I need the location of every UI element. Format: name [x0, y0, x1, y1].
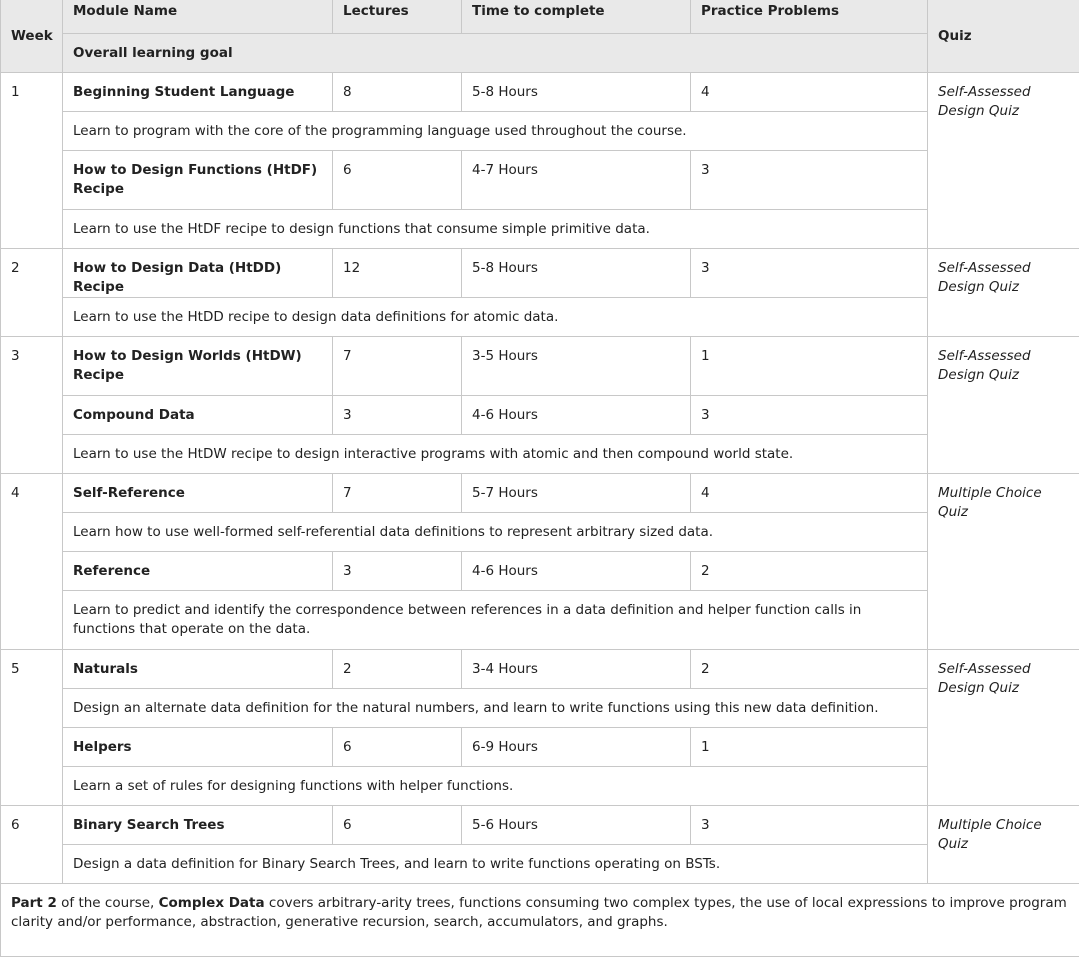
goal-row: [1, 767, 1079, 806]
goal-row: [1, 513, 1079, 552]
module-name: How to Design Worlds (HtDW) Recipe: [63, 337, 333, 396]
practice: 3: [691, 806, 928, 845]
practice: 1: [691, 728, 928, 767]
time: 4-6 Hours: [462, 396, 691, 435]
time: 3-4 Hours: [462, 650, 691, 689]
learning-goal: Learn to use the HtDF recipe to design functions that consume simple primitive data.: [63, 210, 928, 249]
goal-row: [1, 112, 1079, 151]
learning-goal: Learn a set of rules for designing functions with helper functions.: [63, 767, 928, 806]
footer-row: [1, 884, 1079, 957]
module-row: [1, 249, 1079, 298]
practice: 4: [691, 73, 928, 112]
module-row: [1, 396, 1079, 435]
lectures: 12: [333, 249, 462, 298]
quiz: Self-Assessed Design Quiz: [928, 249, 1079, 337]
week-number: 3: [1, 337, 63, 474]
quiz: Multiple Choice Quiz: [928, 806, 1079, 884]
module-row: [1, 552, 1079, 591]
footer-text-2: covers arbitrary-arity trees, functions consuming two complex types, the use of local expressions to improve program clarity and/or performance, abstraction, generative recursion, search, accumulators, and graphs.: [11, 895, 1067, 930]
module-row: [1, 474, 1079, 513]
week-number: 6: [1, 806, 63, 884]
time: 5-6 Hours: [462, 806, 691, 845]
module-row: [1, 806, 1079, 845]
lectures: 7: [333, 474, 462, 513]
header-practice: Practice Problems: [691, 0, 928, 34]
practice: 4: [691, 474, 928, 513]
lectures: 6: [333, 806, 462, 845]
quiz: Self-Assessed Design Quiz: [928, 650, 1079, 806]
module-name: Beginning Student Language: [63, 73, 333, 112]
module-row: [1, 337, 1079, 396]
header-lectures: Lectures: [333, 0, 462, 34]
goal-row: [1, 689, 1079, 728]
time: 5-7 Hours: [462, 474, 691, 513]
time: 5-8 Hours: [462, 73, 691, 112]
module-row: [1, 73, 1079, 112]
module-name: Binary Search Trees: [63, 806, 333, 845]
module-name: How to Design Data (HtDD) Recipe: [63, 249, 333, 298]
module-row: [1, 650, 1079, 689]
practice: 3: [691, 249, 928, 298]
header-time: Time to complete: [462, 0, 691, 34]
lectures: 6: [333, 151, 462, 210]
lectures: 7: [333, 337, 462, 396]
goal-row: [1, 591, 1079, 650]
goal-row: [1, 298, 1079, 337]
lectures: 8: [333, 73, 462, 112]
learning-goal: Learn to program with the core of the programming language used throughout the course.: [63, 112, 928, 151]
goal-row: [1, 210, 1079, 249]
learning-goal: Learn to predict and identify the correspondence between references in a data definition and helper function calls in functions that operate on the data.: [63, 591, 928, 650]
learning-goal: Learn to use the HtDW recipe to design interactive programs with atomic and then compound world state.: [63, 435, 928, 474]
week-number: 4: [1, 474, 63, 650]
time: 4-6 Hours: [462, 552, 691, 591]
header-goal: Overall learning goal: [63, 34, 928, 73]
learning-goal: Design an alternate data definition for the natural numbers, and learn to write functions using this new data definition.: [63, 689, 928, 728]
week-number: 1: [1, 73, 63, 249]
practice: 3: [691, 396, 928, 435]
header-week: Week: [1, 0, 63, 73]
week-number: 5: [1, 650, 63, 806]
practice: 2: [691, 552, 928, 591]
learning-goal: Learn how to use well-formed self-referential data definitions to represent arbitrary sized data.: [63, 513, 928, 552]
time: 6-9 Hours: [462, 728, 691, 767]
learning-goal: Learn to use the HtDD recipe to design data definitions for atomic data.: [63, 298, 928, 337]
quiz: Self-Assessed Design Quiz: [928, 337, 1079, 474]
module-name: How to Design Functions (HtDF) Recipe: [63, 151, 333, 210]
goal-row: [1, 845, 1079, 884]
module-row: [1, 151, 1079, 210]
week-number: 2: [1, 249, 63, 337]
time: 4-7 Hours: [462, 151, 691, 210]
lectures: 6: [333, 728, 462, 767]
time: 3-5 Hours: [462, 337, 691, 396]
quiz: Self-Assessed Design Quiz: [928, 73, 1079, 249]
module-row: [1, 728, 1079, 767]
part-title: Complex Data: [159, 895, 265, 911]
lectures: 3: [333, 396, 462, 435]
module-name: Naturals: [63, 650, 333, 689]
part-2-summary: [1, 884, 1079, 957]
lectures: 3: [333, 552, 462, 591]
module-name: Reference: [63, 552, 333, 591]
part-label: Part 2: [11, 895, 57, 911]
practice: 3: [691, 151, 928, 210]
header-module-name: Module Name: [63, 0, 333, 34]
module-name: Compound Data: [63, 396, 333, 435]
lectures: 2: [333, 650, 462, 689]
learning-goal: Design a data definition for Binary Search Trees, and learn to write functions operating on BSTs.: [63, 845, 928, 884]
practice: 2: [691, 650, 928, 689]
time: 5-8 Hours: [462, 249, 691, 298]
header-quiz: Quiz: [928, 0, 1079, 73]
footer-text-1: of the course,: [57, 895, 159, 911]
module-name: Helpers: [63, 728, 333, 767]
goal-row: [1, 435, 1079, 474]
quiz: Multiple Choice Quiz: [928, 474, 1079, 650]
module-name: Self-Reference: [63, 474, 333, 513]
practice: 1: [691, 337, 928, 396]
